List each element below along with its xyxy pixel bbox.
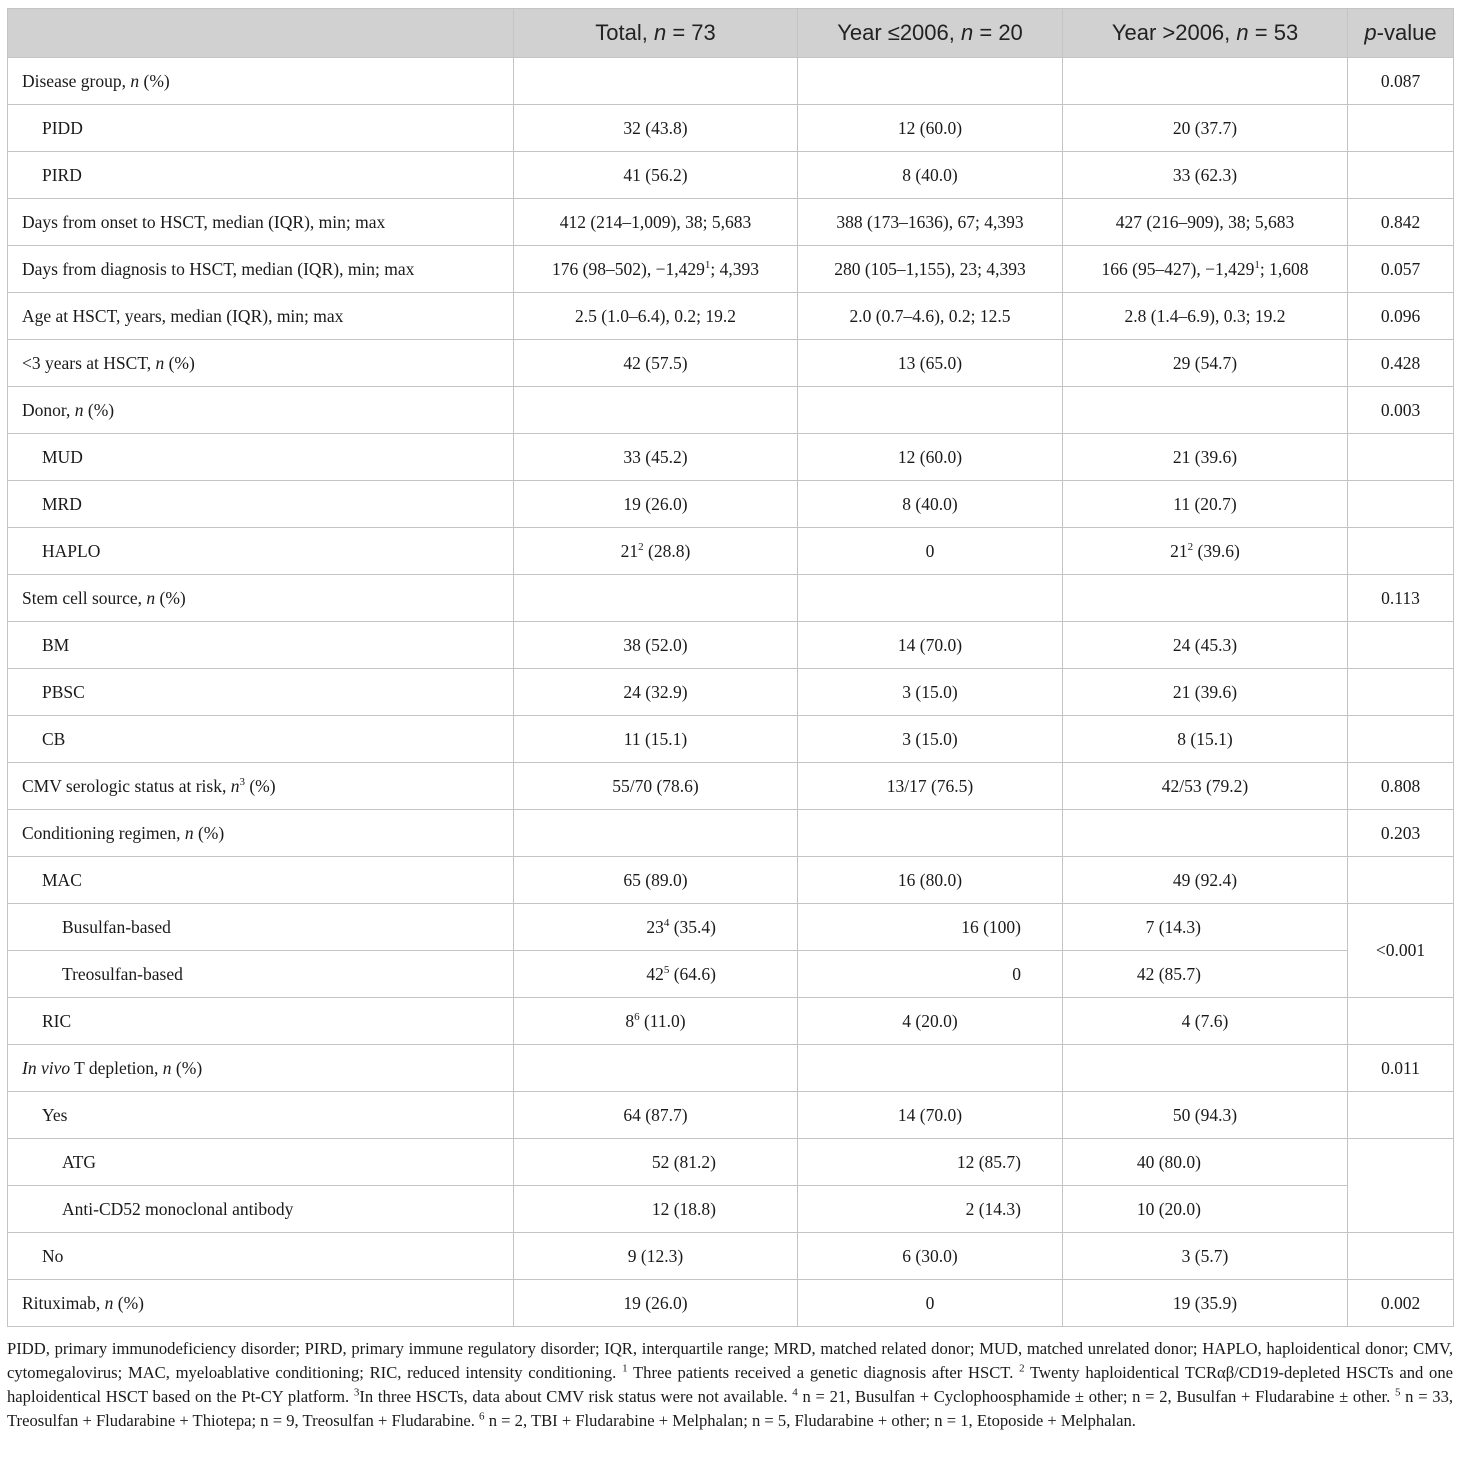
row-label: In vivo T depletion, n (%) [8, 1045, 514, 1092]
header-total: Total, n = 73 [514, 9, 798, 58]
cell-year-le-2006: 0 [798, 1280, 1063, 1327]
cell-year-gt-2006: 29 (54.7) [1063, 340, 1348, 387]
row-busulfan [8, 904, 1454, 951]
cell-year-gt-2006: 2.8 (1.4–6.9), 0.3; 19.2 [1063, 293, 1348, 340]
row-label: Days from onset to HSCT, median (IQR), min; max [8, 199, 514, 246]
row-stem-cell-source [8, 575, 1454, 622]
header-year-le-2006: Year ≤2006, n = 20 [798, 9, 1063, 58]
cell-year-gt-2006: 50 (94.3) [1063, 1092, 1348, 1139]
cell-year-gt-2006: 4 (7.6) [1063, 998, 1348, 1045]
row-in-vivo-t-depletion [8, 1045, 1454, 1092]
cell-total: 2.5 (1.0–6.4), 0.2; 19.2 [514, 293, 798, 340]
row-mac [8, 857, 1454, 904]
p-value: 0.096 [1348, 293, 1454, 340]
cell-year-le-2006: 6 (30.0) [798, 1233, 1063, 1280]
cell-year-gt-2006: 33 (62.3) [1063, 152, 1348, 199]
cell-year-le-2006: 2 (14.3) [798, 1186, 1063, 1233]
header-label [8, 9, 514, 58]
cell-total: 9 (12.3) [514, 1233, 798, 1280]
row-under-3 [8, 340, 1454, 387]
row-treosulfan [8, 951, 1454, 998]
p-value: 0.011 [1348, 1045, 1454, 1092]
cell-year-le-2006: 13 (65.0) [798, 340, 1063, 387]
row-label: Anti-CD52 monoclonal antibody [8, 1186, 514, 1233]
row-days-diagnosis [8, 246, 1454, 293]
row-label: Rituximab, n (%) [8, 1280, 514, 1327]
cell-year-gt-2006: 21 (39.6) [1063, 669, 1348, 716]
row-days-onset [8, 199, 1454, 246]
cell-year-gt-2006: 166 (95–427), $-1,429^1$; 1,608 [1063, 246, 1348, 293]
header-year-gt-2006: Year >2006, n = 53 [1063, 9, 1348, 58]
cell-total: 42 (57.5) [514, 340, 798, 387]
row-bm [8, 622, 1454, 669]
cell-total: 24 (32.9) [514, 669, 798, 716]
cell-year-le-2006: 12 (85.7) [798, 1139, 1063, 1186]
cell-year-le-2006: 13/17 (76.5) [798, 763, 1063, 810]
cell-total: 41 (56.2) [514, 152, 798, 199]
p-value: 0.087 [1348, 58, 1454, 105]
cell-year-gt-2006: 11 (20.7) [1063, 481, 1348, 528]
row-age [8, 293, 1454, 340]
cell-year-le-2006: 12 (60.0) [798, 434, 1063, 481]
header-p-value: p-value [1348, 9, 1454, 58]
row-disease-group [8, 58, 1454, 105]
p-value: 0.113 [1348, 575, 1454, 622]
cell-year-gt-2006: 7 (14.3) [1063, 904, 1348, 951]
cell-total: 32 (43.8) [514, 105, 798, 152]
cell-year-le-2006: 8 (40.0) [798, 152, 1063, 199]
row-label: MRD [8, 481, 514, 528]
cell-total: 65 (89.0) [514, 857, 798, 904]
cell-year-gt-2006: $21^2$ (39.6) [1063, 528, 1348, 575]
p-value: 0.428 [1348, 340, 1454, 387]
cell-year-le-2006: 8 (40.0) [798, 481, 1063, 528]
row-label: Yes [8, 1092, 514, 1139]
cell-total: 176 (98–502), $-1,429^1$; 4,393 [514, 246, 798, 293]
cell-total: 55/70 (78.6) [514, 763, 798, 810]
cell-total: 412 (214–1,009), 38; 5,683 [514, 199, 798, 246]
cell-year-le-2006: 388 (173–1636), 67; 4,393 [798, 199, 1063, 246]
table-footnote: PIDD, primary immunodeficiency disorder; PIRD, primary immune regulatory disorder; IQR, interquartile range; MRD, matched related donor; MUD, matched unrelated donor; HAPLO, haploidentical donor; CMV, cytomegalovirus; MAC, myeloablative conditioning; RIC, reduced intensity conditioning. $^1$ Three patients received a genetic diagnosis after HSCT. $^2$ Twenty haploidentical TCRαβ/CD19-depleted HSCTs and one haploidentical HSCT based on the Pt-CY platform. $^3$In three HSCTs, data about CMV risk status were not available. $^4$ n = 21, Busulfan + Cyclophoosphamide ± other; n = 2, Busulfan + Fludarabine ± other. $^5$ n = 33, Treosulfan + Fludarabine + Thiotepa; n = 9, Treosulfan + Fludarabine. $^6$ n = 2, TBI + Fludarabine + Melphalan; n = 5, Fludarabine + other; n = 1, Etoposide + Melphalan. [7, 1339, 1454, 1430]
row-pbsc [8, 669, 1454, 716]
p-value: 0.842 [1348, 199, 1454, 246]
row-label: Disease group, n (%) [8, 58, 514, 105]
cell-year-le-2006: 280 (105–1,155), 23; 4,393 [798, 246, 1063, 293]
row-label: Treosulfan-based [8, 951, 514, 998]
row-ric [8, 998, 1454, 1045]
cell-year-le-2006: 4 (20.0) [798, 998, 1063, 1045]
row-label: BM [8, 622, 514, 669]
p-value: 0.808 [1348, 763, 1454, 810]
row-label: MAC [8, 857, 514, 904]
header-row [8, 9, 1454, 58]
cell-year-le-2006: 0 [798, 951, 1063, 998]
row-rituximab [8, 1280, 1454, 1327]
row-label: No [8, 1233, 514, 1280]
p-value: 0.002 [1348, 1280, 1454, 1327]
cell-year-gt-2006: 8 (15.1) [1063, 716, 1348, 763]
cell-year-le-2006: 0 [798, 528, 1063, 575]
row-label: CMV serologic status at risk, $n^3$ (%) [8, 763, 514, 810]
row-label: Conditioning regimen, n (%) [8, 810, 514, 857]
cell-total: $8^6$ (11.0) [514, 998, 798, 1045]
row-label: Stem cell source, n (%) [8, 575, 514, 622]
cell-year-gt-2006: 21 (39.6) [1063, 434, 1348, 481]
cell-year-le-2006: 12 (60.0) [798, 105, 1063, 152]
cell-total: 19 (26.0) [514, 1280, 798, 1327]
cell-year-le-2006: 14 (70.0) [798, 622, 1063, 669]
p-value: 0.057 [1348, 246, 1454, 293]
row-label: PIRD [8, 152, 514, 199]
cell-total: 33 (45.2) [514, 434, 798, 481]
cell-total: 19 (26.0) [514, 481, 798, 528]
cell-total: 11 (15.1) [514, 716, 798, 763]
characteristics-table [7, 8, 1454, 1327]
row-yes [8, 1092, 1454, 1139]
cell-year-le-2006: 2.0 (0.7–4.6), 0.2; 12.5 [798, 293, 1063, 340]
cell-year-gt-2006: 49 (92.4) [1063, 857, 1348, 904]
row-mrd [8, 481, 1454, 528]
row-pidd [8, 105, 1454, 152]
cell-year-gt-2006: 427 (216–909), 38; 5,683 [1063, 199, 1348, 246]
p-value: <0.001 [1348, 904, 1454, 998]
row-label: PIDD [8, 105, 514, 152]
row-label: Busulfan-based [8, 904, 514, 951]
row-no [8, 1233, 1454, 1280]
cell-year-gt-2006: 40 (80.0) [1063, 1139, 1348, 1186]
cell-total: 38 (52.0) [514, 622, 798, 669]
cell-year-le-2006: 14 (70.0) [798, 1092, 1063, 1139]
row-pird [8, 152, 1454, 199]
cell-year-gt-2006: 10 (20.0) [1063, 1186, 1348, 1233]
row-label: RIC [8, 998, 514, 1045]
row-label: PBSC [8, 669, 514, 716]
cell-total: $42^5$ (64.6) [514, 951, 798, 998]
cell-year-gt-2006: 42 (85.7) [1063, 951, 1348, 998]
row-label: Donor, n (%) [8, 387, 514, 434]
cell-total: 64 (87.7) [514, 1092, 798, 1139]
cell-year-gt-2006: 19 (35.9) [1063, 1280, 1348, 1327]
row-haplo [8, 528, 1454, 575]
page [7, 8, 1453, 1433]
cell-total: $21^2$ (28.8) [514, 528, 798, 575]
cell-year-gt-2006: 24 (45.3) [1063, 622, 1348, 669]
p-value: 0.003 [1348, 387, 1454, 434]
row-cmv [8, 763, 1454, 810]
row-anti-cd52 [8, 1186, 1454, 1233]
cell-total: 52 (81.2) [514, 1139, 798, 1186]
cell-year-le-2006: 3 (15.0) [798, 669, 1063, 716]
cell-year-gt-2006: 3 (5.7) [1063, 1233, 1348, 1280]
cell-total: 12 (18.8) [514, 1186, 798, 1233]
row-label: Days from diagnosis to HSCT, median (IQR), min; max [8, 246, 514, 293]
row-label: ATG [8, 1139, 514, 1186]
row-cb [8, 716, 1454, 763]
row-donor [8, 387, 1454, 434]
row-label: Age at HSCT, years, median (IQR), min; max [8, 293, 514, 340]
row-label: HAPLO [8, 528, 514, 575]
cell-year-gt-2006: 20 (37.7) [1063, 105, 1348, 152]
row-label: <3 years at HSCT, n (%) [8, 340, 514, 387]
row-conditioning [8, 810, 1454, 857]
cell-total: $23^4$ (35.4) [514, 904, 798, 951]
row-label: MUD [8, 434, 514, 481]
p-value: 0.203 [1348, 810, 1454, 857]
cell-year-le-2006: 16 (100) [798, 904, 1063, 951]
row-mud [8, 434, 1454, 481]
cell-year-le-2006: 3 (15.0) [798, 716, 1063, 763]
row-atg [8, 1139, 1454, 1186]
row-label: CB [8, 716, 514, 763]
cell-year-le-2006: 16 (80.0) [798, 857, 1063, 904]
cell-year-gt-2006: 42/53 (79.2) [1063, 763, 1348, 810]
